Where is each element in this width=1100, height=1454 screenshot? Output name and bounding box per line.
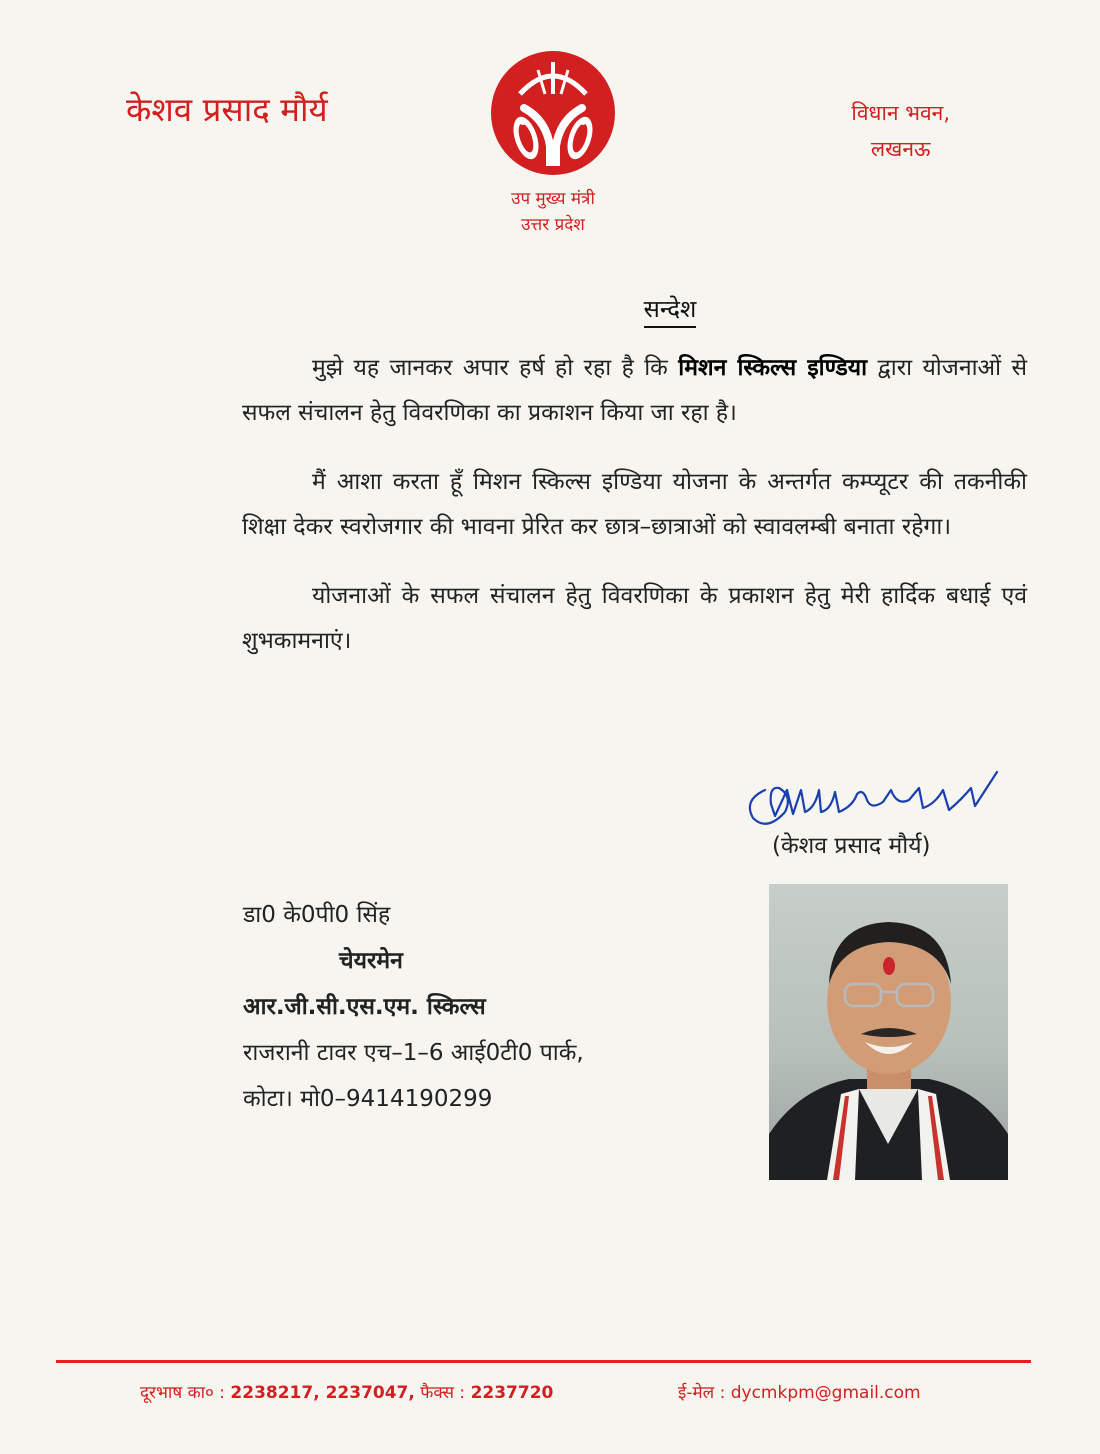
recipient-title: चेयरमेन: [339, 948, 403, 974]
message-paragraph-3: योजनाओं के सफल संचालन हेतु विवरणिका के प्रकाशन हेतु मेरी हार्दिक बधाई एवं शुभकामनाएं।: [242, 583, 1027, 654]
recipient-address: राजरानी टावर एच–1–6 आई0टी0 पार्क,: [243, 1040, 584, 1066]
phone-values: 2238217, 2237047,: [230, 1383, 415, 1403]
message-paragraph-2: मैं आशा करता हूँ मिशन स्किल्स इण्डिया योजना के अन्तर्गत कम्प्यूटर की तकनीकी शिक्षा देकर स्वरोजगार की भावना प्रेरित कर छात्र–छात्राओं को स्वावलम्बी बनाता रहेगा।: [242, 469, 1027, 540]
fax-label: फैक्स :: [420, 1383, 466, 1403]
recipient-city-phone: कोटा। मो0–9414190299: [243, 1086, 493, 1112]
footer-email: [678, 1380, 921, 1403]
message-body: [242, 346, 1027, 688]
phone-label: दूरभाष का० :: [140, 1383, 225, 1403]
sender-name: केशव प्रसाद मौर्य: [126, 90, 328, 129]
email-label: ई-मेल :: [678, 1383, 726, 1403]
address: [851, 95, 950, 167]
message-paragraph-1: मुझे यह जानकर अपार हर्ष हो रहा है कि मिशन स्किल्स इण्डिया द्वारा योजनाओं से सफल संचालन हेतु विवरणिका का प्रकाशन किया जा रहा है।: [242, 355, 1027, 426]
handwritten-signature: [735, 760, 1020, 835]
fax-value: 2237720: [470, 1383, 554, 1403]
email-link[interactable]: dycmkpm@gmail.com: [730, 1383, 921, 1403]
message-heading: सन्देश: [0, 292, 1100, 325]
footer-divider: [56, 1360, 1031, 1363]
footer-phone: [140, 1380, 553, 1403]
designation: [472, 186, 634, 238]
recipient-organization: आर.जी.सी.एस.एम. स्किल्स: [243, 994, 486, 1020]
signer-name: (केशव प्रसाद मौर्य): [772, 833, 931, 859]
designation-line1: उप मुख्य मंत्री: [511, 189, 595, 209]
recipient-name: डा0 के0पी0 सिंह: [243, 902, 391, 928]
up-state-emblem-icon: [490, 50, 616, 176]
address-line2: लखनऊ: [870, 137, 931, 161]
designation-line2: उत्तर प्रदेश: [521, 215, 585, 235]
recipient-block: [243, 892, 584, 1122]
address-line1: विधान भवन,: [851, 101, 950, 125]
portrait-photo: [769, 884, 1008, 1180]
portrait-illustration: [769, 884, 1008, 1180]
